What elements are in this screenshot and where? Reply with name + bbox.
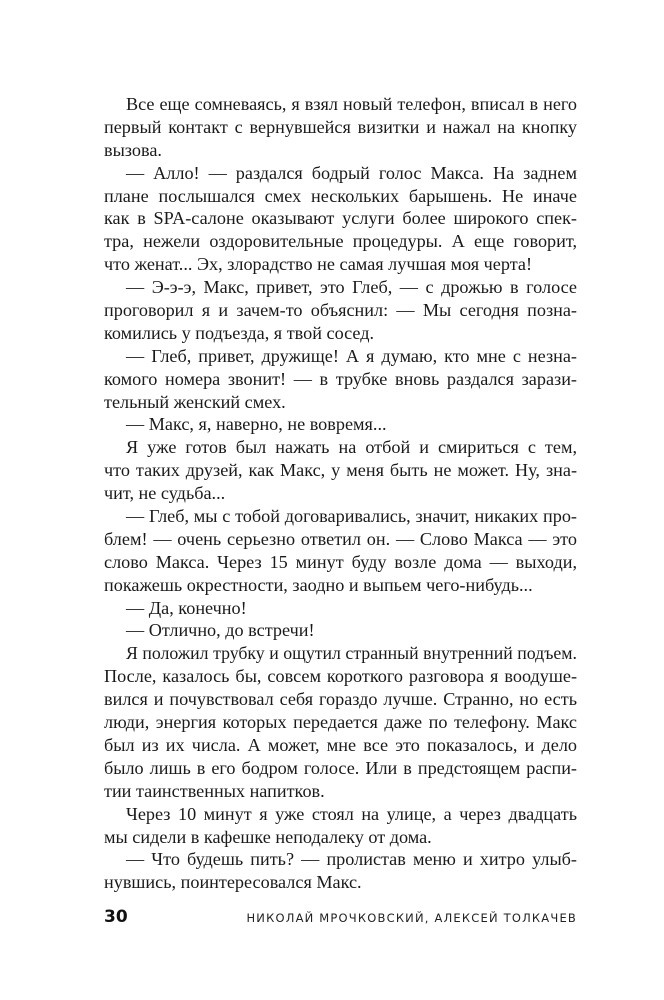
text-line: комого номера звонит! — в трубке вновь раздался зарази-: [104, 368, 577, 389]
text-line: блем! — очень серьезно ответил он. — Слово Макса — это: [104, 528, 577, 549]
text-line: покажешь окрестности, заодно и выпьем чего-нибудь...: [104, 574, 533, 595]
text-line: — Алло! — раздался бодрый голос Макса. На заднем: [126, 162, 577, 183]
text-line: что женат... Эх, злорадство не самая лучшая моя черта!: [104, 254, 533, 275]
text-line: тии таинственных напитков.: [104, 780, 325, 801]
text-line: Я уже готов был нажать на отбой и смириться с тем,: [126, 437, 577, 458]
text-line: был из их числа. А может, мне все это показалось, и дело: [104, 734, 577, 755]
text-line: было лишь в его бодром голосе. Или в предстоящем распи-: [104, 757, 577, 778]
page-body-text: [104, 93, 577, 894]
text-line: плане послышался смех нескольких барышень. Не иначе: [104, 185, 577, 206]
text-line: — Глеб, привет, дружище! А я думаю, кто мне с незна-: [126, 345, 577, 366]
text-line: Все еще сомневаясь, я взял новый телефон, вписал в него: [126, 94, 577, 114]
page-number: 30: [104, 907, 128, 927]
text-line: тра, нежели оздоровительные процедуры. А еще говорит,: [104, 231, 577, 252]
text-line: — Что будешь пить? — пролистав меню и хитро улыб-: [126, 849, 577, 870]
text-line: первый контакт с вернувшейся визитки и нажал на кнопку: [104, 116, 577, 137]
text-line: После, казалось бы, совсем короткого разговора я воодуше-: [104, 666, 577, 687]
text-line: проговорил я и зачем-то объяснил: — Мы сегодня позна-: [104, 300, 577, 321]
text-line: — Э-э-э, Макс, привет, это Глеб, — с дрожью в голосе: [126, 277, 577, 298]
text-line: как в SPA-салоне оказывают услуги более широкого спек-: [104, 208, 577, 229]
text-line: слово Макса. Через 15 минут буду возле дома — выходи,: [104, 551, 577, 572]
text-line: что таких друзей, как Макс, у меня быть не может. Ну, зна-: [104, 460, 577, 481]
text-line: — Глеб, мы с тобой договаривались, значит, никаких про-: [126, 506, 577, 527]
text-line: комились у подъезда, я твой сосед.: [104, 322, 375, 343]
text-line: Через 10 минут я уже стоял на улице, а через двадцать: [126, 803, 577, 824]
text-line: — Макс, я, наверно, не вовремя...: [126, 414, 387, 435]
running-head-authors: НИКОЛАЙ МРОЧКОВСКИЙ, АЛЕКСЕЙ ТОЛКАЧЕВ: [246, 911, 577, 925]
text-line: мы сидели в кафешке неподалеку от дома.: [104, 826, 432, 847]
page-footer: [104, 906, 577, 930]
text-line: люди, энергия которых передается даже по телефону. Макс: [104, 712, 577, 733]
text-line: чит, не судьба...: [104, 483, 226, 504]
text-line: — Да, конечно!: [126, 597, 247, 618]
text-line: Я положил трубку и ощутил странный внутренний подъем.: [126, 643, 577, 664]
text-line: вызова.: [104, 139, 162, 160]
text-line: — Отлично, до встречи!: [126, 620, 315, 641]
text-line: нувшись, поинтересовался Макс.: [104, 872, 362, 893]
text-line: тельный женский смех.: [104, 391, 286, 412]
text-line: вился и почувствовал себя гораздо лучше. Странно, но есть: [104, 689, 577, 710]
